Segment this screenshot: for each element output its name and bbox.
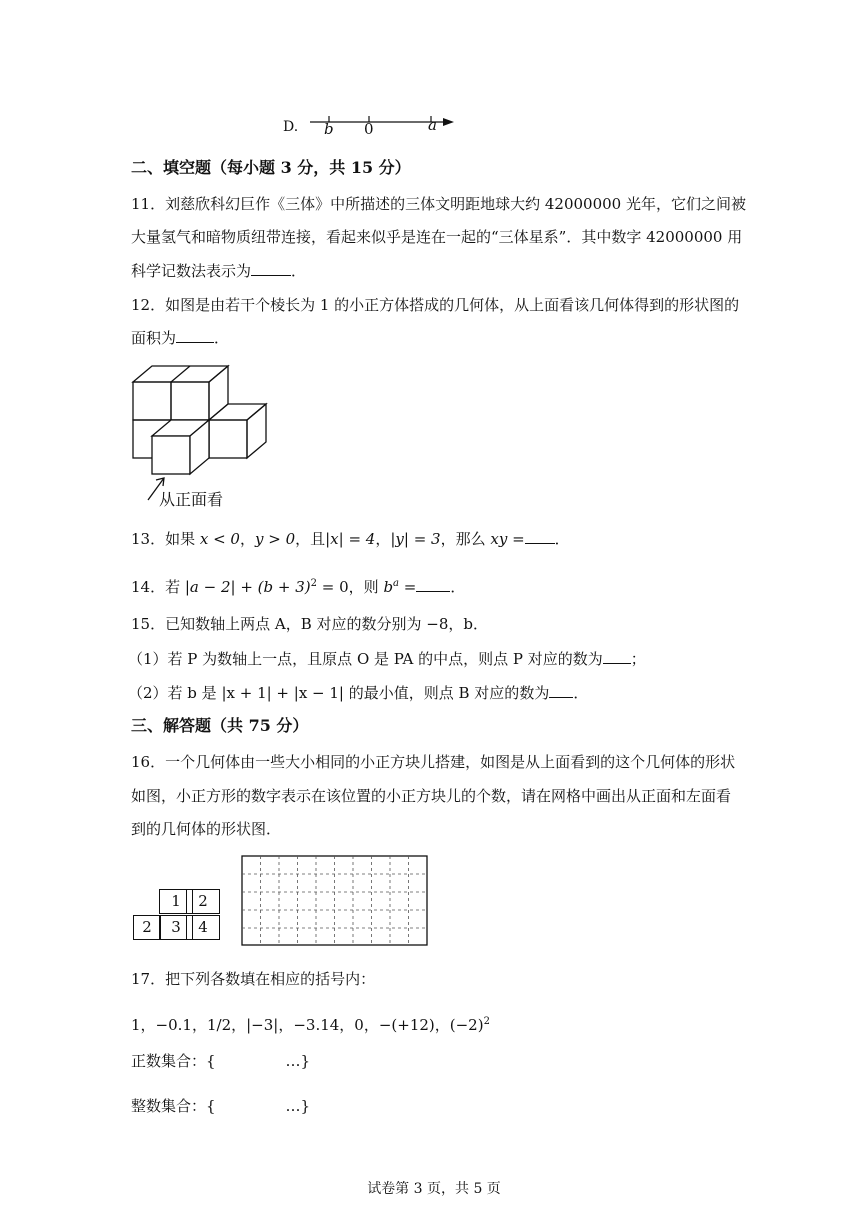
q15-part2-end: ． [573, 684, 589, 702]
q15-part1-end: ； [630, 650, 646, 668]
q11-line2: 大量氢气和暗物质纽带连接，看起来似乎是连在一起的“三体星系”．其中数字 42000000 用 [131, 228, 743, 246]
q15-part1-text: （1）若 P 为数轴上一点，且原点 O 是 PA 的中点，则点 P 对应的数为 [128, 650, 603, 668]
q14-text-a: 14．若 [131, 578, 185, 596]
number-line-arrow [443, 118, 454, 126]
q12-line2-text: 面积为 [131, 329, 177, 347]
q16-line2: 如图，小正方形的数字表示在该位置的小正方块儿的个数，请在网格中画出从正面和左面看 [131, 787, 732, 805]
q17-positive-set [131, 1051, 310, 1071]
q13 [131, 529, 570, 549]
q14-exp: 2 [310, 578, 317, 589]
q11-line3-text: 科学记数法表示为 [131, 262, 252, 280]
top-view-cell: 3 [159, 915, 193, 940]
q17-integer-label: 整数集合：{ [131, 1097, 216, 1115]
top-view-cell: 1 [159, 889, 193, 914]
q12-answer-blank[interactable] [176, 328, 214, 343]
q13-expr: xy = [490, 530, 525, 548]
q11-line3 [131, 261, 306, 281]
q14-eq: = [399, 578, 417, 596]
section-2-title: 二、填空题（每小题 3 分，共 15 分） [131, 158, 411, 177]
q17-integer-end: …} [285, 1097, 311, 1115]
q11-end: ． [291, 262, 307, 280]
q13-cond3: |x| = 4 [325, 530, 376, 548]
q14-answer-blank[interactable] [416, 577, 450, 592]
q14-expr2: = 0 [317, 578, 349, 596]
q13-text-a: 13．如果 [131, 530, 200, 548]
top-view-cell: 4 [186, 915, 220, 940]
q15-part2-text: （2）若 b 是 |x + 1| + |x − 1| 的最小值，则点 B 对应的数为 [128, 684, 550, 702]
q17-positive-label: 正数集合：{ [131, 1052, 216, 1070]
page-footer: 试卷第 3 页，共 5 页 [367, 1181, 501, 1197]
q13-cond2: y > 0 [254, 530, 296, 548]
q17-numbers-exp: 2 [483, 1016, 490, 1027]
q13-text-b: ， [239, 530, 255, 548]
q13-cond4: |y| = 3 [390, 530, 441, 548]
q17-numbers-text: 1，−0.1，1/2，|−3|，−3.14，0，−(+12)，(−2) [131, 1016, 484, 1034]
q16-line3: 到的几何体的形状图． [131, 820, 282, 838]
q13-answer-blank[interactable] [525, 529, 555, 544]
q12-end: ． [214, 329, 230, 347]
q14-text-b: ，则 [348, 578, 384, 596]
q16-line1: 16．一个几何体由一些大小相同的小正方块儿搭建，如图是从上面看到的这个几何体的形状 [131, 753, 736, 771]
q17-line1: 17．把下列各数填在相应的括号内： [131, 970, 376, 988]
q14 [131, 574, 465, 597]
q13-text-c: ，且 [295, 530, 326, 548]
q14-expr: |a − 2| + (b + 3) [184, 578, 311, 596]
q15-part1 [128, 649, 646, 669]
q17-integer-set [131, 1096, 310, 1116]
option-d-label: D. [283, 119, 299, 135]
q11-answer-blank[interactable] [251, 261, 291, 276]
q13-text-d: ， [375, 530, 391, 548]
q12-line1: 12．如图是由若干个棱长为 1 的小正方体搭成的几何体，从上面看该几何体得到的形状图的 [131, 296, 740, 314]
q12-line2 [131, 328, 229, 348]
q14-power-exp: a [393, 578, 400, 589]
q15-part2 [128, 683, 588, 703]
q14-power-base: b [383, 578, 394, 596]
section-3-title: 三、解答题（共 75 分） [131, 716, 309, 735]
q13-text-e: ，那么 [440, 530, 491, 548]
drawing-grid[interactable] [241, 855, 429, 947]
q13-end: ． [554, 530, 570, 548]
number-line-a: a [428, 116, 437, 134]
q13-cond1: x < 0 [199, 530, 240, 548]
q15-part1-blank[interactable] [603, 649, 631, 664]
q11-line1: 11．刘慈欣科幻巨作《三体》中所描述的三体文明距地球大约 42000000 光年，它们之间被 [131, 195, 746, 213]
q15-intro: 15．已知数轴上两点 A，B 对应的数分别为 −8，b． [131, 615, 488, 633]
number-line-b: b [324, 120, 334, 138]
cube-figure-caption: 从正面看 [159, 490, 224, 509]
top-view-cell: 2 [186, 889, 220, 914]
top-view-cell: 2 [133, 915, 161, 940]
number-line-zero: 0 [364, 120, 374, 138]
q17-numbers [131, 1012, 490, 1035]
q15-part2-blank[interactable] [549, 683, 573, 698]
q17-positive-end: …} [285, 1052, 311, 1070]
q14-end: ． [450, 578, 466, 596]
